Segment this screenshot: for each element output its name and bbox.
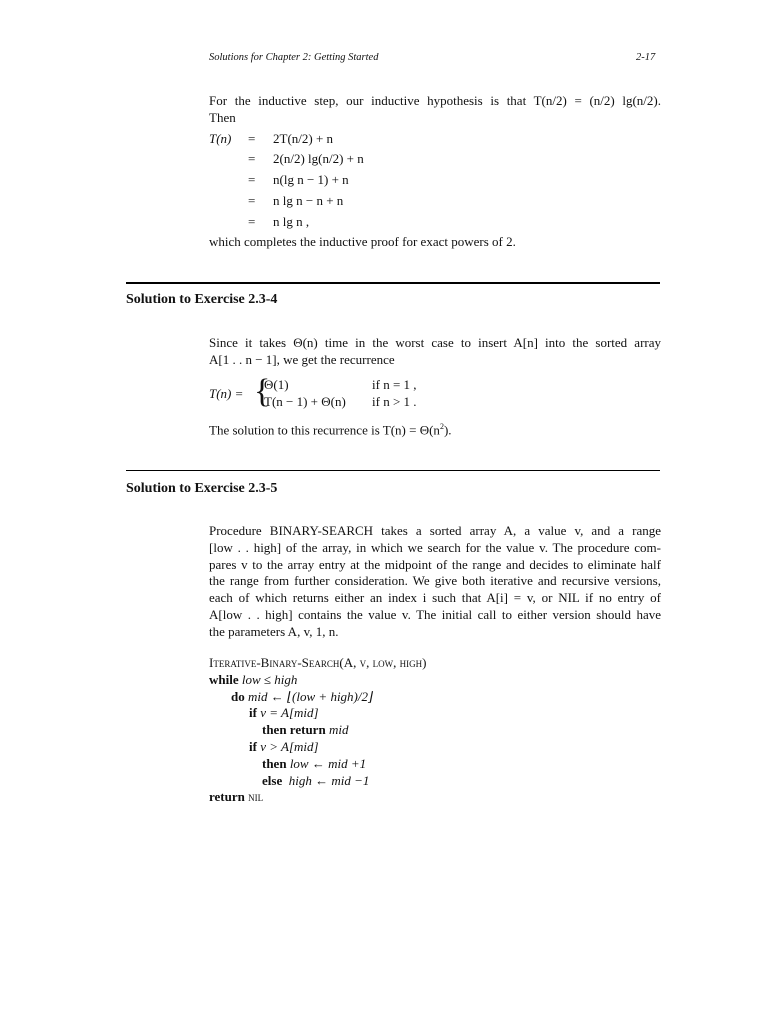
section-2-3-5-line: Procedure BINARY-SEARCH takes a sorted array A, a value v, and a range: [209, 523, 661, 538]
recurrence-solution-equation: T(n) = Θ(n: [382, 422, 440, 438]
section-title-2-3-4: Solution to Exercise 2.3-4: [126, 292, 278, 307]
section-2-3-5-line: [low . . high] of the array, in which we search for the value v. The procedure com-: [209, 539, 661, 555]
running-header-chapter: Solutions for Chapter 2: Getting Started: [209, 52, 379, 63]
pseudocode-line: [209, 773, 426, 790]
running-header-page-number: 2-17: [636, 52, 656, 63]
derivation-equals: =: [248, 131, 256, 146]
pseudocode-block: [209, 655, 426, 806]
pseudocode-expression: mid ← ⌊(low + high)/2⌋: [247, 688, 374, 704]
recurrence-case2-condition: if n > 1 .: [372, 394, 417, 409]
pseudocode-expression: v = A[mid]: [260, 705, 319, 721]
pseudocode-line: [209, 756, 426, 773]
derivation-line: [209, 151, 509, 169]
derivation-line: [209, 193, 509, 211]
inductive-conclusion: which completes the inductive proof for exact powers of 2.: [209, 234, 516, 249]
derivation-equals: =: [248, 172, 256, 187]
recurrence-solution-exponent: 2: [439, 422, 444, 431]
pseudocode-expression: low ← mid +1: [289, 755, 367, 771]
section-2-3-5-line: each of which returns either an index i such that A[i] = v, or NIL if no entry of: [209, 590, 661, 606]
pseudocode-expression: mid: [328, 722, 349, 738]
derivation-equals: =: [248, 193, 256, 208]
recurrence-solution-suffix: ).: [443, 422, 452, 438]
pseudocode-keyword: else: [262, 772, 283, 788]
pseudocode-expression: v > A[mid]: [260, 738, 319, 754]
section-2-3-4-paragraph: [209, 335, 661, 369]
derivation-line: [209, 214, 509, 232]
pseudocode-line: [209, 672, 426, 689]
section-2-3-5-line: pares v to the array entry at the midpoint of the range and decides to eliminate half: [209, 556, 661, 572]
derivation-line: [209, 131, 509, 149]
recurrence-solution-prefix: The solution to this recurrence is: [209, 422, 383, 438]
section-divider: [126, 282, 660, 284]
derivation-rhs: n lg n ,: [273, 214, 310, 229]
pseudocode-keyword: if: [249, 705, 257, 721]
pseudocode-line: [209, 739, 426, 756]
pseudocode-keyword: then return: [262, 722, 326, 738]
pseudocode-keyword: then: [262, 755, 287, 771]
pseudocode-keyword: if: [249, 738, 257, 754]
derivation-lhs: T(n): [209, 131, 232, 146]
derivation-rhs: n lg n − n + n: [273, 193, 344, 208]
inductive-derivation: [209, 131, 509, 231]
pseudocode-expression: low ≤ high: [241, 671, 298, 687]
pseudocode-line: [209, 705, 426, 722]
recurrence-case1-condition: if n = 1 ,: [372, 377, 417, 392]
section-2-3-5-line: A[low . . high] contains the value v. The initial call to either version should have: [209, 606, 661, 622]
pseudocode-signature: Iterative-Binary-Search(A, v, low, high): [209, 655, 427, 670]
section-2-3-5-line: the range from further consideration. We give both iterative and recursive versions,: [209, 573, 661, 589]
recurrence-case2-value: T(n − 1) + Θ(n): [264, 394, 346, 409]
derivation-rhs: n(lg n − 1) + n: [273, 172, 349, 187]
recurrence-case1-value: Θ(1): [264, 377, 289, 392]
inductive-step-intro: For the inductive step, our inductive hypothesis is that T(n/2) = (n/2) lg(n/2).: [209, 93, 661, 108]
section-title-2-3-5: Solution to Exercise 2.3-5: [126, 481, 278, 496]
derivation-rhs: 2T(n/2) + n: [273, 131, 334, 146]
pseudocode-expression: high ← mid −1: [288, 772, 370, 788]
pseudocode-keyword: while: [209, 671, 239, 687]
pseudocode-keyword: do: [231, 688, 245, 704]
section-2-3-4-line: A[1 . . n − 1], we get the recurrence: [209, 351, 395, 367]
derivation-equals: =: [248, 151, 256, 166]
recurrence-equation: [209, 373, 469, 411]
recurrence-solution: [209, 422, 452, 438]
pseudocode-expression: nil: [248, 789, 264, 805]
section-2-3-4-line: Since it takes Θ(n) time in the worst case to insert A[n] into the sorted array: [209, 335, 661, 350]
section-divider: [126, 470, 660, 471]
derivation-rhs: 2(n/2) lg(n/2) + n: [273, 151, 364, 166]
pseudocode-line: [209, 689, 426, 706]
derivation-equals: =: [248, 214, 256, 229]
section-2-3-5-line: the parameters A, v, 1, n.: [209, 623, 339, 639]
inductive-step-then: Then: [209, 109, 236, 125]
inductive-step-paragraph: [209, 93, 661, 127]
section-2-3-5-paragraph: [209, 523, 661, 641]
derivation-line: [209, 172, 509, 190]
pseudocode-line: [209, 789, 426, 806]
left-brace-icon: {: [254, 373, 271, 410]
pseudocode-line: [209, 722, 426, 739]
pseudocode-keyword: return: [209, 789, 245, 805]
recurrence-lhs: T(n) =: [209, 386, 244, 401]
